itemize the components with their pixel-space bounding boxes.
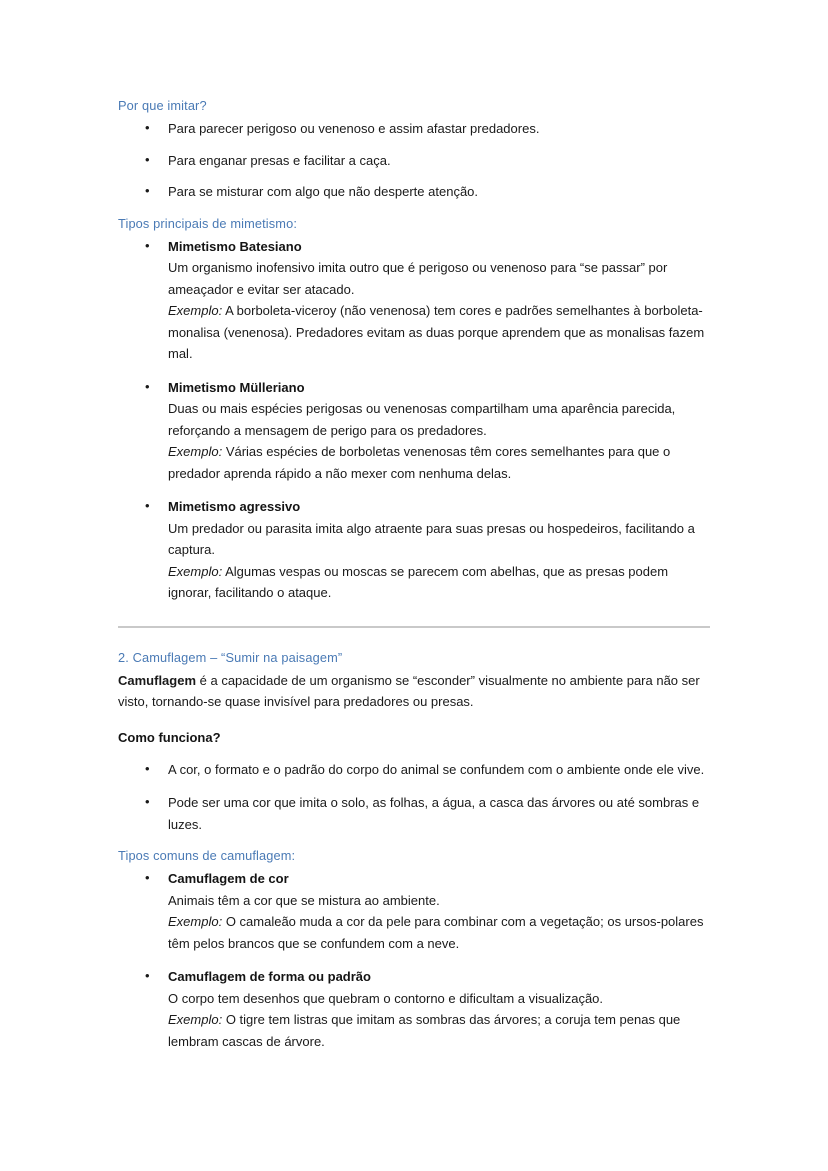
- item-title: • Mimetismo Batesiano: [168, 238, 302, 254]
- item-body: O corpo tem desenhos que quebram o contorno e dificultam a visualização.: [168, 990, 604, 1006]
- section-camuflagem: [118, 648, 710, 836]
- list-item: [118, 150, 710, 172]
- example-text: Várias espécies de borboletas venenosas têm cores semelhantes para que o predador aprenda rápido a não mexer com nenhuma delas.: [168, 444, 671, 481]
- example-text: A borboleta-viceroy (não venenosa) tem cores e padrões semelhantes à borboleta-monalisa (venenosa). Predadores evitam as duas porque aprendem que as monalisas fazem mal.: [168, 303, 705, 361]
- example-text: Algumas vespas ou moscas se parecem com abelhas, que as presas podem ignorar, facilitando o ataque.: [168, 563, 669, 600]
- document-content: [118, 96, 710, 1052]
- section-divider: [118, 626, 710, 628]
- intro-rest: é a capacidade de um organismo se “esconder” visualmente no ambiente para não ser visto, tornando-se quase invisível para predadores ou presas.: [118, 672, 700, 709]
- camuflagem-intro: [118, 670, 710, 713]
- item-title: • Mimetismo Mülleriano: [168, 379, 305, 395]
- how-it-works-list: [118, 759, 710, 836]
- section-heading: Tipos principais de mimetismo:: [118, 215, 298, 231]
- section-tipos-mimetismo: [118, 214, 710, 604]
- mimicry-types-list: [118, 236, 710, 604]
- item-example: [168, 300, 710, 365]
- example-label: Exemplo:: [168, 914, 223, 929]
- item-example: [168, 561, 710, 604]
- list-item: [118, 868, 710, 954]
- example-label: Exemplo:: [168, 1012, 223, 1027]
- example-label: Exemplo:: [168, 303, 223, 318]
- list-item-text: A cor, o formato e o padrão do corpo do animal se confundem com o ambiente onde ele vive.: [168, 761, 705, 777]
- spacer: [118, 748, 710, 759]
- item-example: [168, 911, 710, 954]
- section-tipos-camuflagem: [118, 846, 710, 1052]
- item-body: Um organismo inofensivo imita outro que é perigoso ou venenoso para “se passar” por ameaçador e evitar ser atacado.: [168, 260, 668, 297]
- list-item: [118, 792, 710, 835]
- list-item: [118, 377, 710, 485]
- spacer: [118, 713, 710, 728]
- item-body: Animais têm a cor que se mistura ao ambiente.: [168, 892, 440, 908]
- subheading-como-funciona: Como funciona?: [118, 729, 221, 745]
- item-body: Um predador ou parasita imita algo atraente para suas presas ou hospedeiros, facilitando a captura.: [168, 520, 695, 557]
- camouflage-types-list: [118, 868, 710, 1052]
- example-label: Exemplo:: [168, 563, 223, 579]
- list-item-text: Pode ser uma cor que imita o solo, as folhas, a água, a casca das árvores ou até sombras e luzes.: [168, 795, 700, 832]
- example-text: O camaleão muda a cor da pele para combinar com a vegetação; os ursos-polares têm pelos brancos que se confundem com a neve.: [168, 914, 704, 951]
- list-item: [118, 118, 710, 140]
- list-item-text: Para parecer perigoso ou venenoso e assim afastar predadores.: [168, 121, 540, 136]
- spacer: [118, 203, 710, 214]
- list-item: [118, 759, 710, 781]
- item-title: • Mimetismo agressivo: [168, 499, 301, 514]
- list-item-text: Para se misturar com algo que não desperte atenção.: [168, 184, 479, 199]
- list-item: [118, 966, 710, 1052]
- list-item: [118, 181, 710, 203]
- item-title: • Camuflagem de forma ou padrão: [168, 969, 371, 984]
- section-heading: 2. Camuflagem – “Sumir na paisagem”: [118, 649, 343, 665]
- reasons-list: [118, 118, 710, 203]
- section-por-que-imitar: [118, 96, 710, 203]
- example-label: Exemplo:: [168, 444, 223, 459]
- spacer: [118, 835, 710, 846]
- list-item-text: Para enganar presas e facilitar a caça.: [168, 152, 391, 168]
- example-text: O tigre tem listras que imitam as sombras das árvores; a coruja tem penas que lembram cascas de árvore.: [168, 1012, 681, 1049]
- list-item: [118, 496, 710, 604]
- item-example: [168, 1009, 710, 1052]
- section-heading: Tipos comuns de camuflagem:: [118, 848, 296, 863]
- item-body: Duas ou mais espécies perigosas ou venenosas compartilham uma aparência parecida, reforçando a mensagem de perigo para os predadores.: [168, 401, 676, 438]
- item-example: [168, 441, 710, 484]
- item-title: • Camuflagem de cor: [168, 871, 289, 886]
- intro-lead: Camuflagem: [118, 672, 197, 688]
- list-item: [118, 236, 710, 365]
- section-heading: Por que imitar?: [118, 98, 207, 113]
